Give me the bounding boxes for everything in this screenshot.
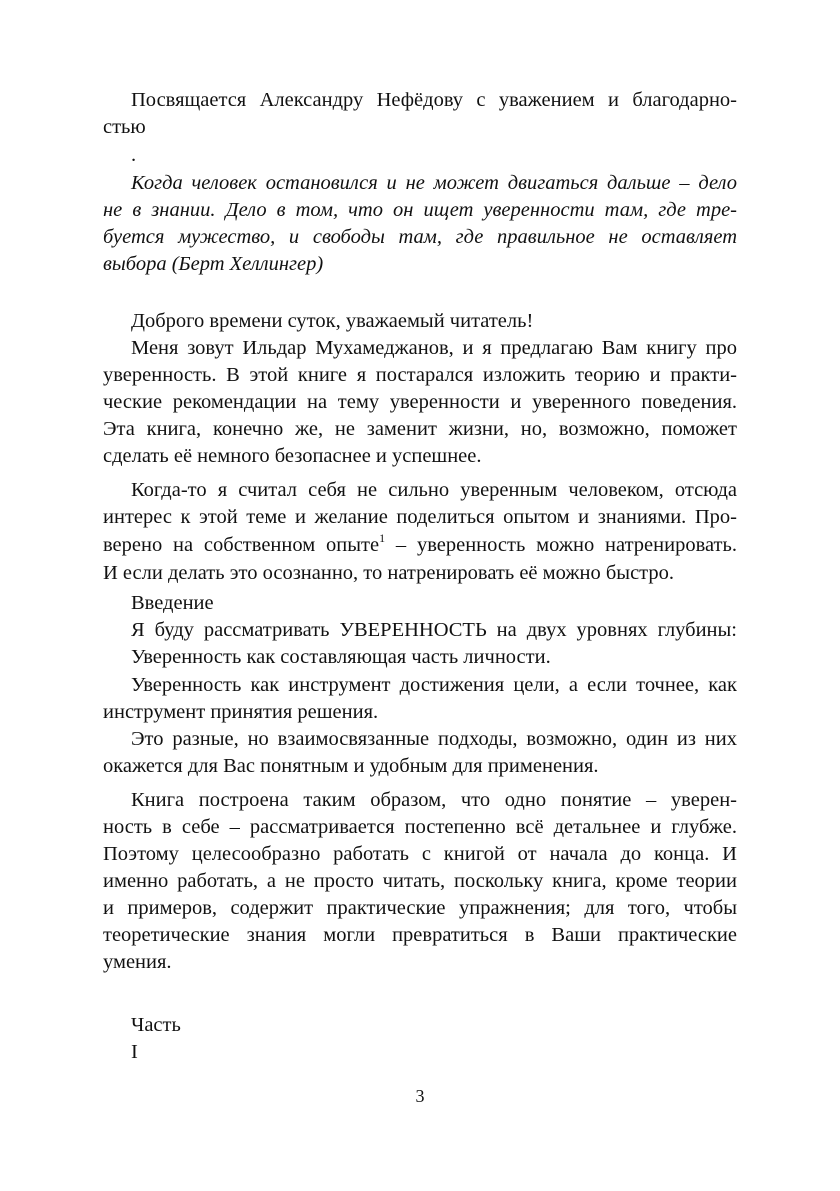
epigraph-line: Когда человек остановился и не может двигаться дальше – дело [131,172,737,194]
text-line: уверенность. В этой книге я постарался изложить теорию и практи- [103,364,737,386]
text-line [103,532,737,559]
text-line: I [131,1041,138,1063]
text-line: Доброго времени суток, уважаемый читатель! [131,310,534,332]
text-span: – уверенность можно натренировать. [385,534,737,556]
text-line: инструмент принятия решения. [103,701,379,723]
text-span: верено на собственном опыте [103,534,380,556]
text-line: сделать её немного безопаснее и успешнее. [103,445,482,467]
epigraph-line: выбора (Берт Хеллингер) [103,253,324,275]
text-line: именно работать, а не просто читать, поскольку книга, кроме теории [103,870,737,892]
page-number: 3 [415,1086,425,1106]
footnote-marker[interactable]: 1 [379,531,386,545]
text-line: . [131,144,137,166]
text-line: Эта книга, конечно же, не заменит жизни, но, возможно, поможет [103,418,737,440]
text-line: Это разные, но взаимосвязанные подходы, возможно, один из них [131,728,737,750]
text-line: интерес к этой теме и желание поделиться опытом и знаниями. Про- [103,506,737,528]
text-line: Я буду рассматривать УВЕРЕННОСТЬ на двух уровнях глубины: [131,619,737,641]
text-line: Посвящается Александру Нефёдову с уважением и благодарно- [131,89,737,111]
epigraph-line: не в знании. Дело в том, что он ищет уверенности там, где тре- [103,199,737,221]
text-line: ность в себе – рассматривается постепенно всё детальнее и глубже. [103,816,737,838]
text-line: Уверенность как инструмент достижения цели, а если точнее, как [131,674,737,696]
text-line: теоретические знания могли превратиться в Ваши практические [103,924,737,946]
text-line: и примеров, содержит практические упражнения; для того, чтобы [103,897,737,919]
text-line: Поэтому целесообразно работать с книгой от начала до конца. И [103,843,737,865]
text-line: умения. [103,951,172,973]
text-line: окажется для Вас понятным и удобным для применения. [103,755,599,777]
text-line: Книга построена таким образом, что одно понятие – уверен- [131,789,737,811]
text-line: Меня зовут Ильдар Мухамеджанов, и я предлагаю Вам книгу про [131,337,737,359]
text-line: Часть [131,1014,181,1036]
text-line: стью [103,116,146,138]
text-line: Уверенность как составляющая часть личности. [131,646,551,668]
text-line: ческие рекомендации на тему уверенности и уверенного поведения. [103,391,737,413]
text-line: Введение [131,592,214,614]
text-line: И если делать это осознанно, то натренировать её можно быстро. [103,562,674,584]
epigraph-line: буется мужество, и свободы там, где правильное не оставляет [103,226,737,248]
text-line: Когда-то я считал себя не сильно уверенным человеком, отсюда [131,479,737,501]
